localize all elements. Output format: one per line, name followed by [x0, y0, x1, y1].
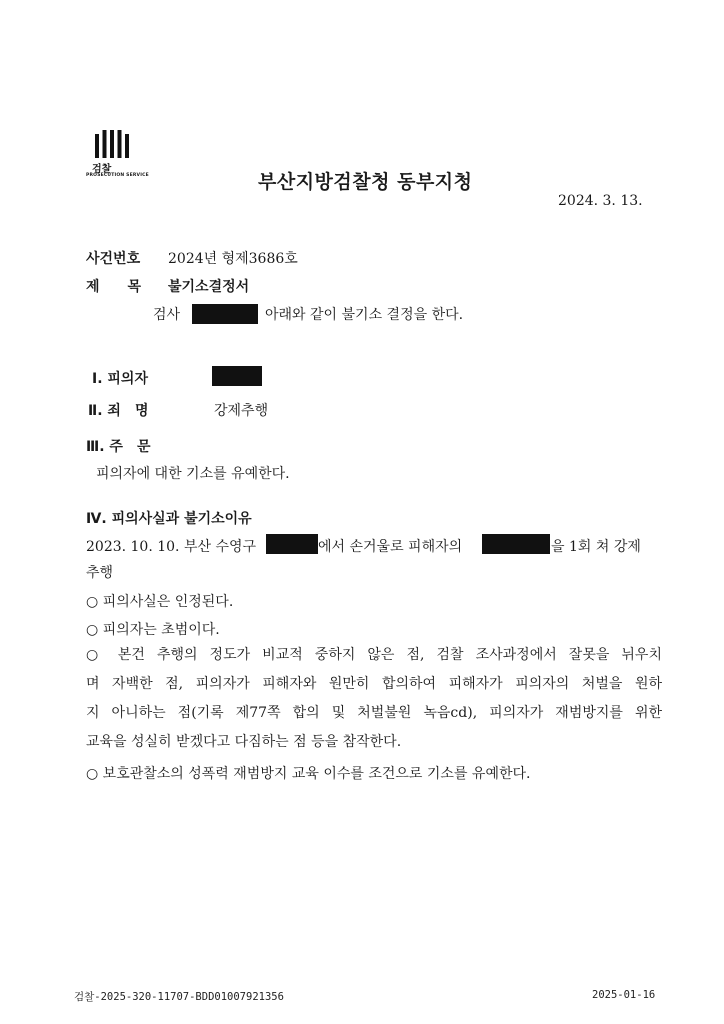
- section-order-text: 피의자에 대한 기소를 유예한다.: [96, 466, 290, 482]
- section-charge-value: 강제추행: [214, 403, 269, 419]
- redaction-body-part: [482, 534, 550, 554]
- title-value: 불기소결정서: [168, 279, 250, 295]
- redaction-suspect: [212, 366, 262, 386]
- section-order-label: Ⅲ. 주 문: [86, 439, 151, 455]
- intro-suffix: 아래와 같이 불기소 결정을 한다.: [265, 307, 464, 323]
- document-date: 2024. 3. 13.: [558, 193, 643, 209]
- redaction-prosecutor: [192, 304, 258, 324]
- case-number-label: 사건번호: [86, 251, 141, 267]
- bullet-suspension-condition: ○ 보호관찰소의 성폭력 재범방지 교육 이수를 조건으로 기소를 유예한다.: [86, 766, 531, 782]
- section-suspect-label: Ⅰ. 피의자: [92, 371, 148, 387]
- title-label: 제 목: [86, 279, 142, 295]
- bullet-circumstances-line1: ○ 본건 추행의 정도가 비교적 중하지 않은 점, 검찰 조사과정에서 잘못을 뉘우치: [86, 647, 662, 663]
- bullet-circumstances-line2: 며 자백한 점, 피의자가 피해자와 원만히 합의하여 피해자가 피의자의 처벌을 원하: [86, 676, 662, 692]
- facts-line1-b: 에서 손거울로 피해자의: [318, 539, 463, 555]
- bullet-first-offense: ○ 피의자는 초범이다.: [86, 622, 220, 638]
- section-charge-label: Ⅱ. 죄 명: [88, 403, 149, 419]
- footer-doc-id: 검찰-2025-320-11707-BDD01007921356: [74, 991, 284, 1003]
- facts-line1-c: 을 1회 쳐 강제: [551, 539, 641, 555]
- intro-prefix: 검사: [153, 307, 181, 323]
- prosecution-logo-icon: [95, 130, 129, 158]
- logo-subtitle: PROSECUTION SERVICE: [86, 173, 149, 178]
- bullet-facts-admitted: ○ 피의사실은 인정된다.: [86, 594, 234, 610]
- section-reasons-label: Ⅳ. 피의사실과 불기소이유: [86, 511, 252, 527]
- facts-line2: 추행: [86, 565, 114, 581]
- bullet-circumstances-line3: 지 아니하는 점(기록 제77쪽 합의 및 처벌불원 녹음cd), 피의자가 재범방지를 위한: [86, 705, 662, 721]
- bullet-circumstances-line4: 교육을 성실히 받겠다고 다짐하는 점 등을 참작한다.: [86, 734, 402, 750]
- logo-name: 검찰: [92, 164, 112, 175]
- redaction-location: [266, 534, 318, 554]
- case-number-value: 2024년 형제3686호: [168, 251, 298, 267]
- office-title: 부산지방검찰청 동부지청: [258, 171, 473, 193]
- footer-date: 2025-01-16: [592, 989, 656, 1001]
- facts-line1-a: 2023. 10. 10. 부산 수영구: [86, 539, 257, 555]
- bullet-circumstances: [86, 647, 662, 750]
